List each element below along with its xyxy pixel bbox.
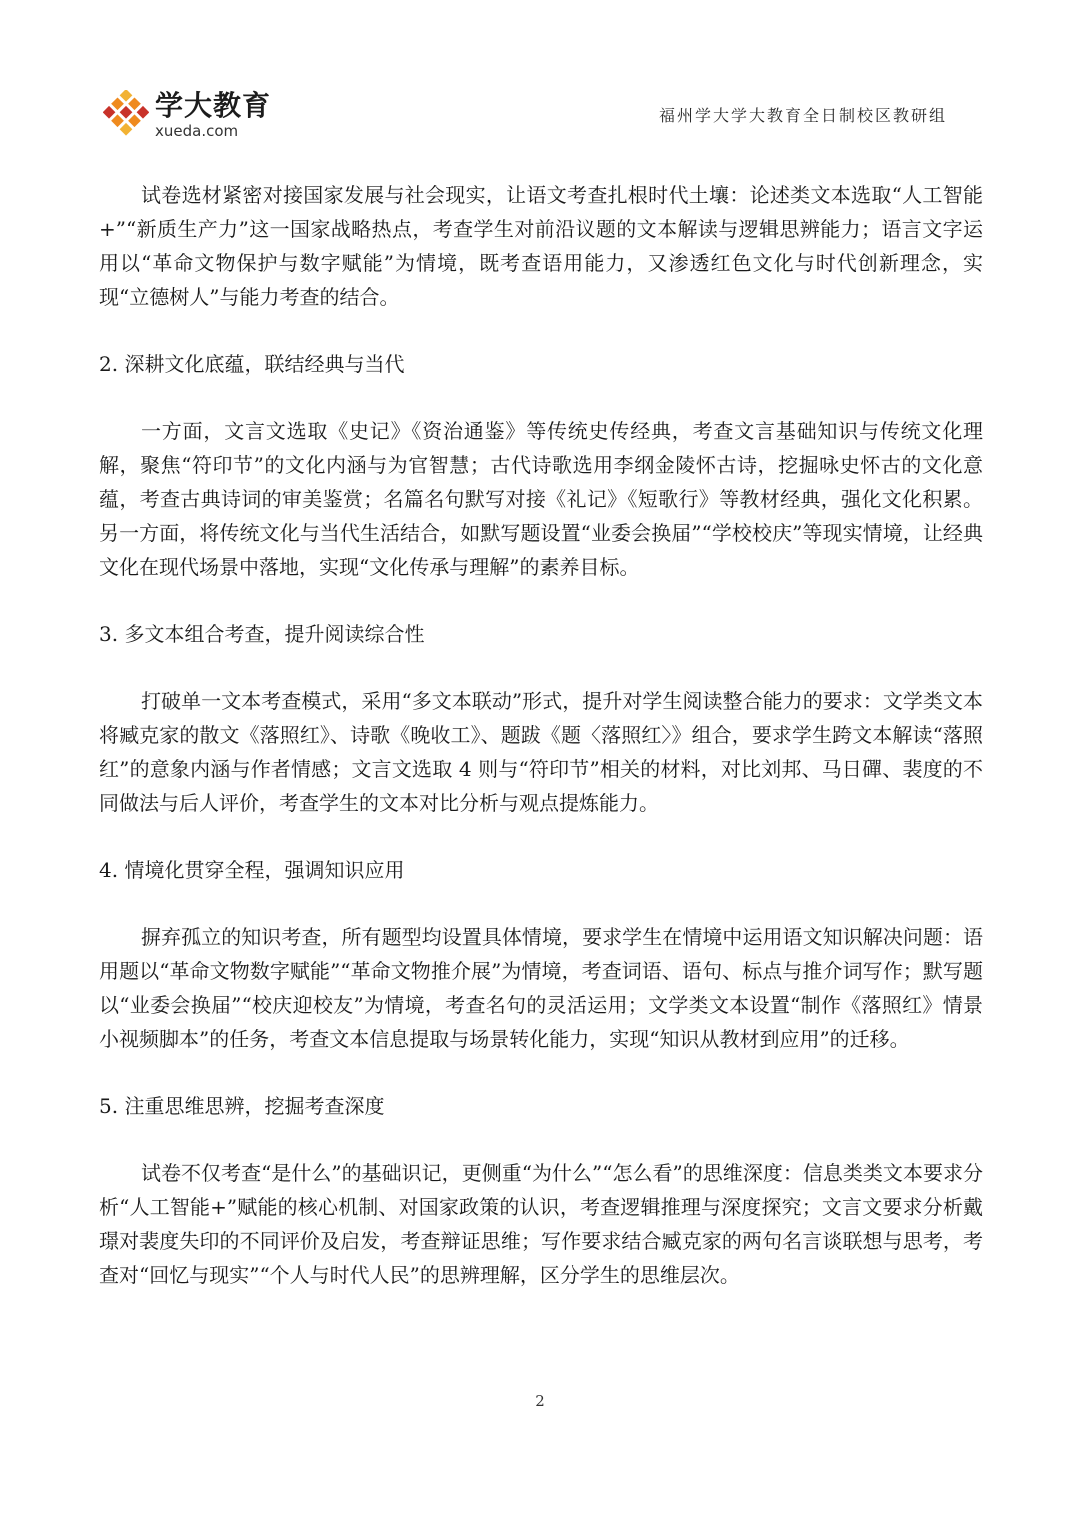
organization-name: 福州学大学大教育全日制校区教研组 — [658, 106, 947, 125]
section-heading-4: 4. 情境化贯穿全程，强调知识应用 — [99, 858, 405, 882]
document-body — [99, 178, 983, 1292]
paragraph-4: 摒弃孤立的知识考查，所有题型均设置具体情境，要求学生在情境中运用语文知识解决问题：语用题以“革命文物数字赋能”“革命文物推介展”为情境，考查词语、语句、标点与推介词写作；默写题以“业委会换届”“校庆迎校友”为情境，考查名句的灵活运用；文学类文本设置“制作《落照红》情景小视频脚本”的任务，考查文本信息提取与场景转化能力，实现“知识从教材到应用”的迁移。 — [99, 925, 983, 1051]
xueda-logo[interactable] — [103, 90, 273, 140]
page-header — [0, 0, 1080, 150]
section-heading-5: 5. 注重思维思辨，挖掘考查深度 — [99, 1094, 385, 1118]
logo-domain: xueda.com — [155, 122, 239, 140]
page-number: 2 — [535, 1392, 545, 1410]
section-heading-2: 2. 深耕文化底蕴，联结经典与当代 — [99, 352, 405, 376]
section-heading-3: 3. 多文本组合考查，提升阅读综合性 — [99, 622, 425, 646]
logo-name: 学大教育 — [155, 89, 272, 122]
paragraph-5: 试卷不仅考查“是什么”的基础识记，更侧重“为什么”“怎么看”的思维深度：信息类类文本要求分析“人工智能+”赋能的核心机制、对国家政策的认识，考查逻辑推理与深度探究；文言文要求分析戴璟对裴度失印的不同评价及启发，考查辩证思维；写作要求结合臧克家的两句名言谈联想与思考，考查对“回忆与现实”“个人与时代人民”的思辨理解，区分学生的思维层次。 — [99, 1161, 983, 1287]
paragraph-2: 一方面，文言文选取《史记》《资治通鉴》等传统史传经典，考查文言基础知识与传统文化理解，聚焦“符印节”的文化内涵与为官智慧；古代诗歌选用李纲金陵怀古诗，挖掘咏史怀古的文化意蕴，考查古典诗词的审美鉴赏；名篇名句默写对接《礼记》《短歌行》等教材经典，强化文化积累。另一方面，将传统文化与当代生活结合，如默写题设置“业委会换届”“学校校庆”等现实情境，让经典文化在现代场景中落地，实现“文化传承与理解”的素养目标。 — [99, 419, 983, 579]
xueda-logo-icon — [103, 90, 149, 136]
paragraph-1: 试卷选材紧密对接国家发展与社会现实，让语文考查扎根时代土壤：论述类文本选取“人工智能+”“新质生产力”这一国家战略热点，考查学生对前沿议题的文本解读与逻辑思辨能力；语言文字运用以“革命文物保护与数字赋能”为情境，既考查语用能力，又渗透红色文化与时代创新理念，实现“立德树人”与能力考查的结合。 — [99, 183, 983, 309]
paragraph-3: 打破单一文本考查模式，采用“多文本联动”形式，提升对学生阅读整合能力的要求：文学类文本将臧克家的散文《落照红》、诗歌《晚收工》、题跋《题〈落照红〉》组合，要求学生跨文本解读“落照红”的意象内涵与作者情感；文言文选取 4 则与“符印节”相关的材料，对比刘邦、马日磾、裴度的不同做法与后人评价，考查学生的文本对比分析与观点提炼能力。 — [99, 689, 983, 815]
